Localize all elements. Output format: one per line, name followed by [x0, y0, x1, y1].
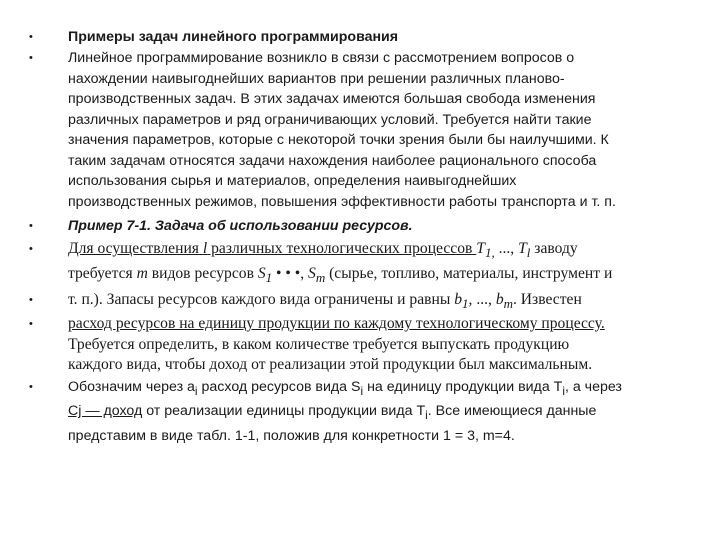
text-line: таким задачам относятся задачи нахождения наиболее рационального способа — [68, 152, 597, 169]
bullet: • — [29, 318, 33, 330]
math-subscript: i — [360, 383, 364, 398]
text-line — [68, 377, 686, 401]
text-run: ..., — [494, 240, 519, 257]
math-subscript: 1 — [265, 269, 273, 285]
text-run: заводу — [530, 240, 578, 257]
math-subscript: m — [315, 269, 326, 285]
text-line: Требуется определить, в каком количестве требуется выпускать продукцию — [68, 335, 570, 353]
text-run: т. п.). Запасы ресурсов каждого вида ограничены и равны — [68, 291, 455, 308]
math-subscript: 1, — [484, 245, 495, 261]
text-line: производственных задач. В этих задачах имеются большая свобода изменения — [68, 91, 596, 107]
text-run: Cj — доход — [68, 403, 143, 420]
math-symbol: m — [136, 264, 148, 282]
text-line — [68, 239, 686, 264]
math-symbol: l — [202, 240, 208, 257]
bullet: • — [29, 243, 33, 255]
math-subscript: m — [503, 296, 513, 312]
bullet: • — [29, 294, 33, 306]
bullet: • — [29, 220, 33, 232]
text-line — [68, 401, 686, 425]
example-heading: Пример 7-1. Задача об использовании ресурсов. — [68, 218, 413, 234]
text-run — [68, 240, 476, 257]
text-run: видов ресурсов — [147, 264, 258, 282]
text-line: Линейное программирование возникло в связи с рассмотрением вопросов о — [68, 50, 575, 66]
text-line — [68, 264, 686, 289]
math-symbol: b — [495, 291, 504, 308]
math-subscript: i — [425, 408, 428, 423]
text-run: , ..., — [468, 291, 496, 308]
math-symbol: S — [257, 264, 266, 282]
text-run: расход ресурсов вида S — [197, 379, 361, 395]
paragraph-resources — [68, 290, 686, 315]
bullet: • — [29, 381, 33, 393]
section-title: Примеры задач линейного программирования — [68, 29, 399, 45]
bullet: • — [29, 31, 33, 43]
text-run: Обозначим через a — [68, 379, 195, 395]
paragraph-consumption — [68, 314, 686, 376]
math-symbol: T — [518, 240, 527, 257]
text-run: • • •, — [272, 264, 309, 282]
text-run: Для осуществления — [68, 240, 203, 257]
text-run: на единицу продукции вида T — [363, 379, 563, 395]
text-run: (сырье, топливо, материалы, инструмент и — [325, 264, 613, 282]
text-run: различных технологических процессов — [207, 240, 477, 257]
text-run: . Известен — [513, 291, 582, 308]
text-run: от реализации единицы продукции вида T — [142, 403, 426, 420]
text-line: расход ресурсов на единицу продукции по каждому технологическому процессу. — [68, 315, 605, 332]
paragraph-intro — [68, 48, 686, 212]
text-line — [68, 290, 686, 315]
paragraph-notation — [68, 377, 686, 446]
text-run: , а через — [564, 379, 622, 395]
math-symbol: b — [454, 291, 463, 308]
math-symbol: S — [308, 264, 316, 282]
text-run: . Все имеющиеся данные — [427, 403, 597, 420]
text-line: значения параметров, которые с некоторой точки зрения были бы наилучшими. К — [68, 132, 609, 148]
math-symbol: T — [476, 240, 485, 257]
text-line: различных параметров и ряд ограничивающих условий. Требуется найти такие — [68, 111, 592, 128]
bullet: • — [29, 52, 33, 64]
math-subscript: 1 — [462, 296, 469, 312]
text-line: каждого вида, чтобы доход от реализации этой продукции был максимальным. — [68, 356, 593, 373]
paragraph-processes — [68, 239, 686, 288]
math-subscript: l — [526, 245, 531, 261]
text-run: требуется — [68, 264, 137, 282]
math-subscript: i — [194, 383, 198, 398]
text-line: нахождении наивыгоднейших вариантов при решении различных планово- — [68, 70, 565, 87]
text-line: производственных режимов, повышения эффективности работы транспорта и т. п. — [68, 193, 616, 210]
text-line: представим в виде табл. 1-1, положив для конкретности 1 = 3, m=4. — [68, 427, 515, 444]
text-line: использования сырья и материалов, определения наивыгоднейших — [68, 173, 517, 189]
math-subscript: i — [562, 383, 565, 398]
